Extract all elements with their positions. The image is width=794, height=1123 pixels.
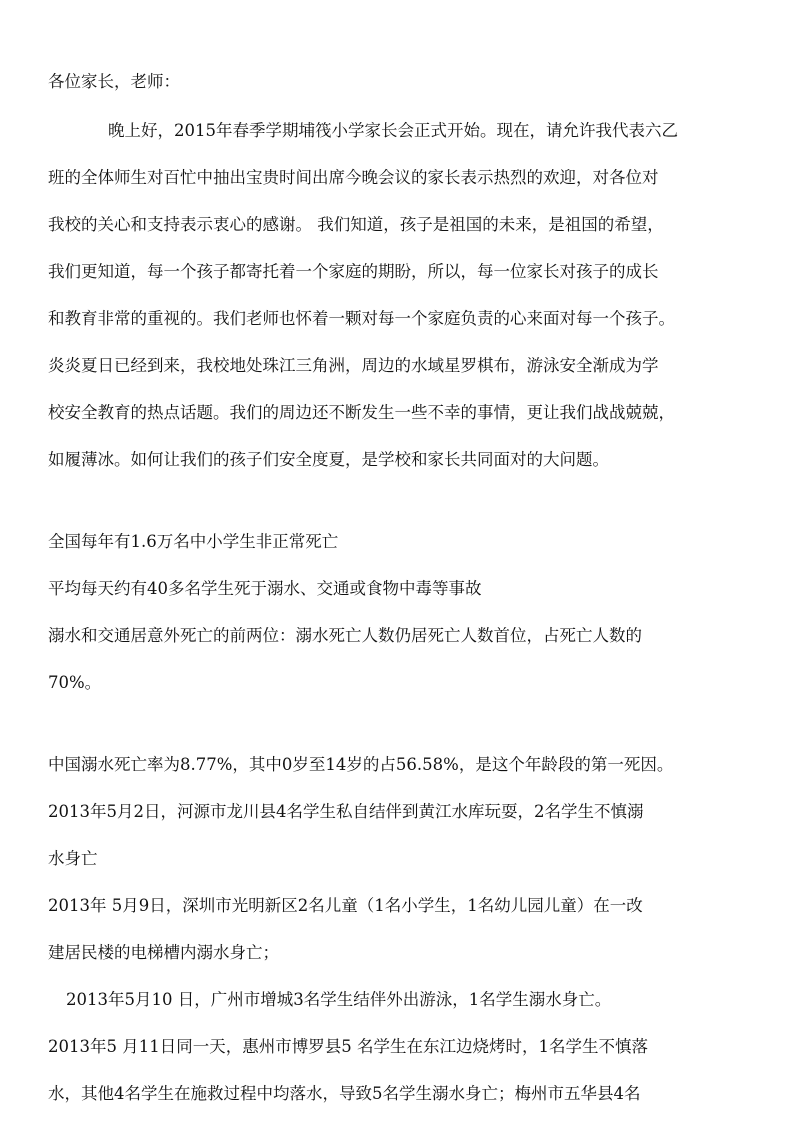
paragraph-line: 我们更知道，每一个孩子都寄托着一个家庭的期盼，所以，每一位家长对孩子的成长 [48, 262, 659, 281]
case-line: 2013年5月10 日，广州市增城3名学生结伴外出游泳，1名学生溺水身亡。 [66, 990, 612, 1009]
case-line: 2013年5月2日，河源市龙川县4名学生私自结伴到黄江水库玩耍，2名学生不慎溺 [48, 802, 644, 821]
paragraph-line: 炎炎夏日已经到来，我校地处珠江三角洲，周边的水域星罗棋布，游泳安全渐成为学 [48, 356, 659, 375]
case-line: 水，其他4名学生在施救过程中均落水，导致5名学生溺水身亡；梅州市五华县4名 [48, 1084, 641, 1103]
case-line: 水身亡 [48, 849, 98, 868]
paragraph-line: 晚上好，2015年春季学期埔筏小学家长会正式开始。现在，请允许我代表六乙 [108, 121, 678, 140]
stat-line: 全国每年有1.6万名中小学生非正常死亡 [48, 532, 339, 551]
paragraph-line: 校安全教育的热点话题。我们的周边还不断发生一些不幸的事情，更让我们战战兢兢， [48, 403, 675, 422]
stat-line: 70%。 [48, 673, 102, 692]
case-line: 中国溺水死亡率为8.77%，其中0岁至14岁的占56.58%，是这个年龄段的第一死因。 [48, 755, 674, 774]
paragraph-line: 和教育非常的重视的。我们老师也怀着一颗对每一个家庭负责的心来面对每一个孩子。 [48, 309, 675, 328]
case-line: 建居民楼的电梯槽内溺水身亡； [48, 943, 279, 962]
paragraph-line: 如履薄冰。如何让我们的孩子们安全度夏，是学校和家长共同面对的大问题。 [48, 450, 609, 469]
stat-line: 溺水和交通居意外死亡的前两位：溺水死亡人数仍居死亡人数首位，占死亡人数的 [48, 626, 642, 645]
paragraph-line: 我校的关心和支持表示衷心的感谢。 我们知道，孩子是祖国的未来，是祖国的希望， [48, 215, 664, 234]
stat-line: 平均每天约有40多名学生死于溺水、交通或食物中毒等事故 [48, 579, 482, 598]
salutation: 各位家长，老师： [48, 72, 180, 91]
case-line: 2013年5 月11日同一天，惠州市博罗县5 名学生在东江边烧烤时，1名学生不慎落 [48, 1037, 648, 1056]
case-line: 2013年 5月9日，深圳市光明新区2名儿童（1名小学生，1名幼儿园儿童）在一改 [48, 896, 643, 915]
paragraph-line: 班的全体师生对百忙中抽出宝贵时间出席今晚会议的家长表示热烈的欢迎，对各位对 [48, 168, 659, 187]
